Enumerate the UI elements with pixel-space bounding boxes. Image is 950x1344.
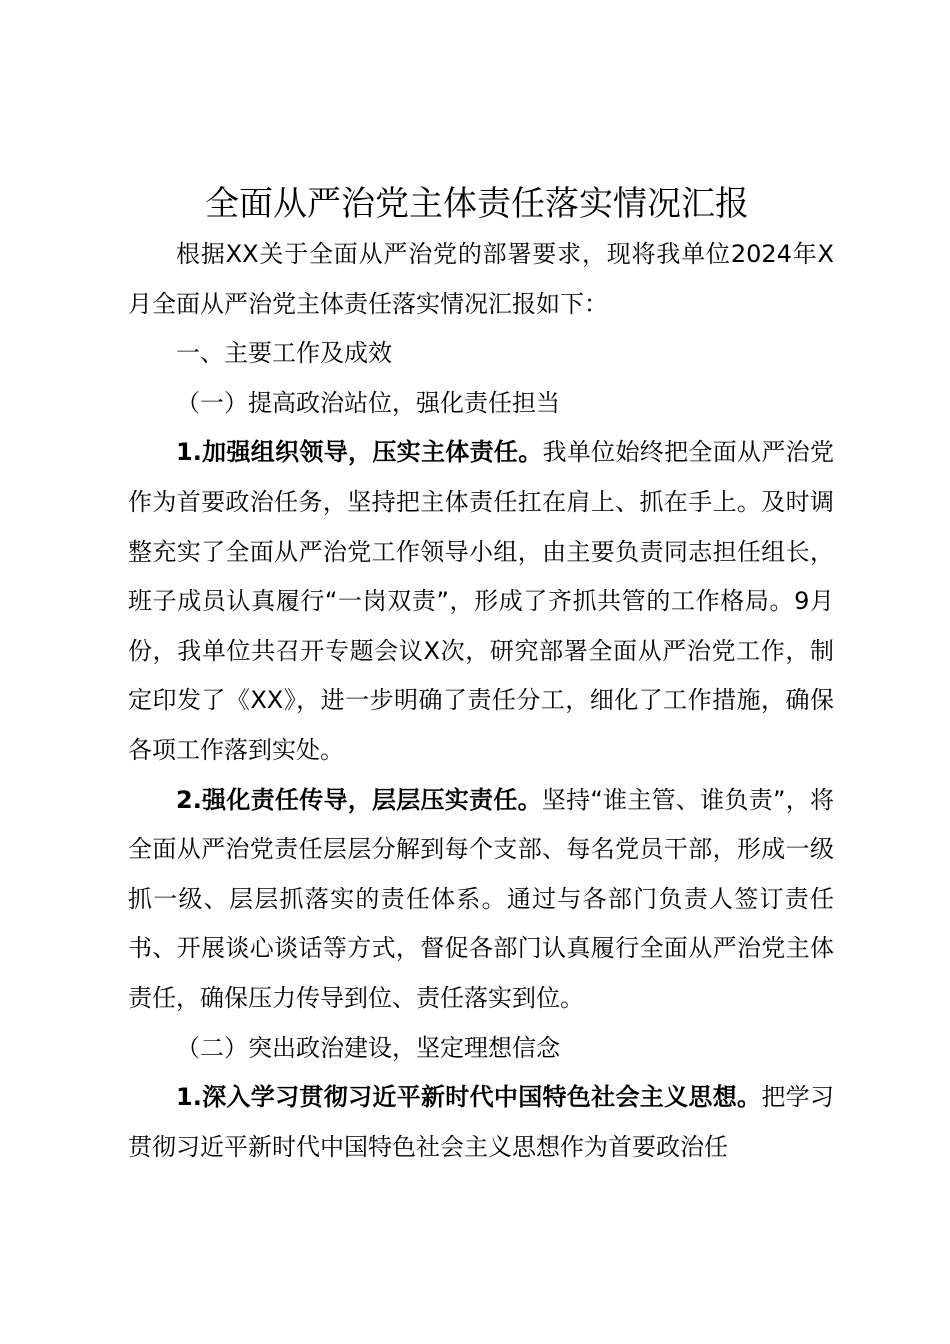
- paragraph-2-1: [128, 1073, 834, 1172]
- paragraph-body: 我单位始终把全面从严治党作为首要政治任务，坚持把主体责任扛在肩上、抓在手上。及时调整充实了全面从严治党工作领导小组，由主要负责同志担任组长，班子成员认真履行“一岗双责”，形成了齐抓共管的工作格局。9月份，我单位共召开专题会议X次，研究部署全面从严治党工作，制定印发了《XX》，进一步明确了责任分工，细化了工作措施，确保各项工作落到实处。: [128, 438, 834, 764]
- paragraph-body: 把学习贯彻习近平新时代中国特色社会主义思想作为首要政治任: [128, 1083, 834, 1161]
- paragraph-1-2: [128, 776, 834, 1024]
- subsection-heading-2: （二）突出政治建设，坚定理想信念: [176, 1033, 560, 1062]
- paragraph-lead: 2.强化责任传导，层层压实责任。: [176, 785, 542, 814]
- paragraph-lead: 1.加强组织领导，压实主体责任。: [176, 438, 543, 467]
- paragraph-lead: 1.深入学习贯彻习近平新时代中国特色社会主义思想。: [176, 1083, 762, 1112]
- document-title: 全面从严治党主体责任落实情况汇报: [205, 184, 749, 224]
- paragraph-body: 坚持“谁主管、谁负责”，将全面从严治党责任层层分解到每个支部、每名党员干部，形成一级抓一级、层层抓落实的责任体系。通过与各部门负责人签订责任书、开展谈心谈话等方式，督促各部门认真履行全面从严治党主体责任，确保压力传导到位、责任落实到位。: [128, 785, 834, 1012]
- document-page: [128, 178, 834, 1172]
- paragraph-1-1: [128, 428, 834, 775]
- intro-paragraph: 根据XX关于全面从严治党的部署要求，现将我单位2024年X月全面从严治党主体责任落实情况汇报如下：: [128, 240, 834, 318]
- subsection-heading-1: （一）提高政治站位，强化责任担当: [176, 388, 560, 417]
- section-heading-1: 一、主要工作及成效: [176, 339, 392, 368]
